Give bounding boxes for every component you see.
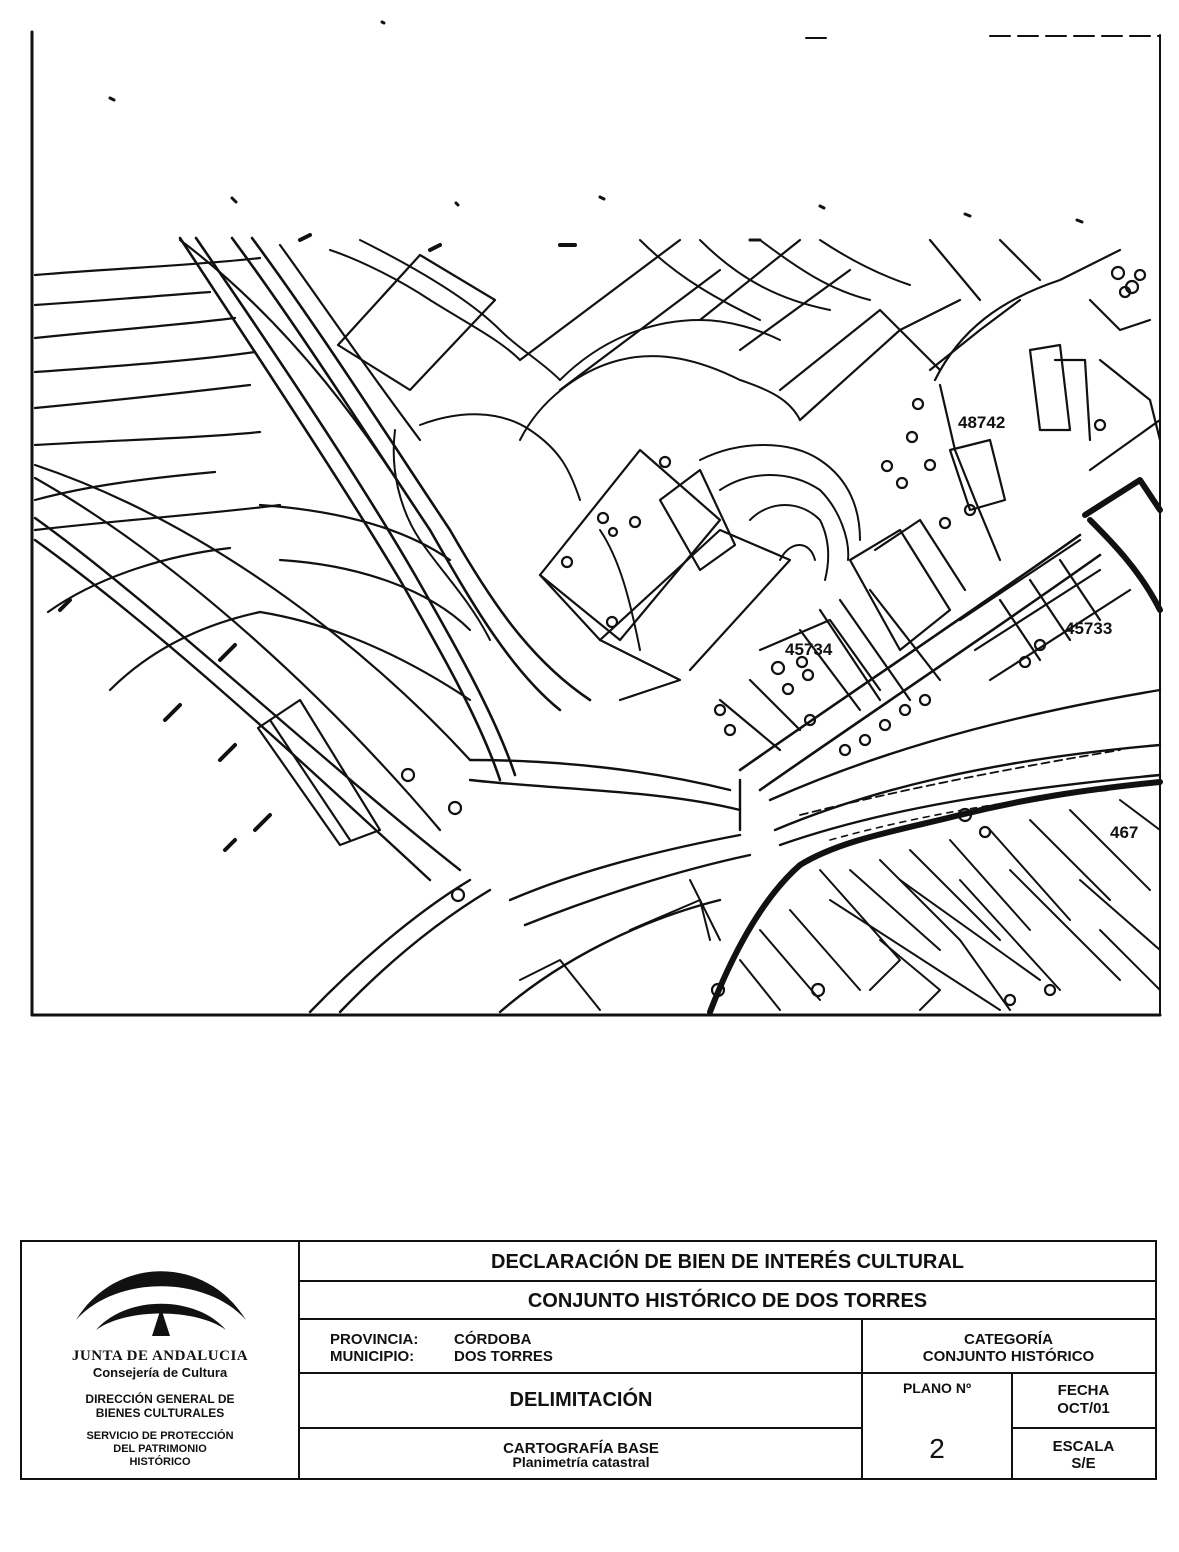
cartography-label: CARTOGRAFÍA BASE bbox=[503, 1440, 659, 1457]
heritage-site-title: CONJUNTO HISTÓRICO DE DOS TORRES bbox=[527, 1290, 928, 1312]
municipality-value: DOS TORRES bbox=[454, 1348, 553, 1365]
contour-lines-center bbox=[330, 240, 910, 650]
road-northeast bbox=[740, 535, 1100, 790]
parcels-lower-right bbox=[740, 800, 1160, 1010]
grid-line bbox=[300, 1372, 1155, 1374]
plan-title-cell bbox=[300, 1373, 862, 1428]
grid-line bbox=[1012, 1427, 1155, 1429]
parcels-bottom-center bbox=[520, 880, 720, 1010]
date-value: OCT/01 bbox=[1057, 1400, 1110, 1417]
directorate-line1: DIRECCIÓN GENERAL DE bbox=[85, 1392, 235, 1406]
province-label: PROVINCIA: bbox=[330, 1331, 419, 1348]
declaration-title: DECLARACIÓN DE BIEN DE INTERÉS CULTURAL bbox=[491, 1251, 964, 1273]
parcel-label: 45734 bbox=[785, 640, 833, 659]
service-line3: HISTÓRICO bbox=[129, 1456, 191, 1468]
directorate-line2: BIENES CULTURALES bbox=[95, 1406, 225, 1420]
parcels-dense-right bbox=[720, 250, 1160, 750]
grid-line bbox=[1011, 1373, 1013, 1478]
cartography-cell bbox=[300, 1428, 862, 1478]
service-line1: SERVICIO DE PROTECCIÓN bbox=[86, 1430, 234, 1442]
plan-number-label: PLANO Nº bbox=[902, 1380, 972, 1396]
category-label: CATEGORÍA bbox=[964, 1331, 1053, 1348]
org-name: JUNTA DE ANDALUCIA bbox=[71, 1348, 249, 1364]
plan-title: DELIMITACIÓN bbox=[509, 1389, 653, 1411]
contour-lines bbox=[35, 240, 470, 830]
category-value: CONJUNTO HISTÓRICO bbox=[922, 1348, 1095, 1365]
scan-speckles bbox=[110, 22, 1082, 240]
map-frame bbox=[32, 32, 1160, 1015]
parcels-left bbox=[258, 700, 380, 845]
service-line2: DEL PATRIMONIO bbox=[113, 1443, 207, 1455]
declaration-row bbox=[300, 1242, 1155, 1282]
junta-andalucia-logo-icon bbox=[66, 1260, 256, 1340]
province-value: CÓRDOBA bbox=[454, 1331, 532, 1348]
parcel-label: 45733 bbox=[1065, 619, 1113, 638]
title-block bbox=[20, 1240, 1157, 1480]
location-cell bbox=[300, 1320, 862, 1373]
plan-number-value: 2 bbox=[929, 1433, 945, 1464]
parcel-label: 467 bbox=[1110, 823, 1139, 842]
municipality-label: MUNICIPIO: bbox=[330, 1348, 415, 1365]
department-name: Consejería de Cultura bbox=[92, 1365, 228, 1380]
scale-label: ESCALA bbox=[1052, 1438, 1115, 1455]
scale-cell bbox=[1012, 1428, 1155, 1478]
scale-value: S/E bbox=[1071, 1455, 1096, 1472]
parcel-label: 48742 bbox=[958, 413, 1006, 432]
lower-roads bbox=[35, 518, 750, 1012]
heritage-site-row bbox=[300, 1282, 1155, 1320]
date-label: FECHA bbox=[1057, 1382, 1110, 1399]
grid-line bbox=[861, 1320, 863, 1478]
cartography-value: Planimetría catastral bbox=[512, 1454, 650, 1470]
grid-line bbox=[300, 1427, 862, 1429]
date-cell bbox=[1012, 1373, 1155, 1428]
logo-cell bbox=[22, 1242, 300, 1478]
plan-number-cell bbox=[862, 1373, 1012, 1478]
category-cell bbox=[862, 1320, 1155, 1373]
